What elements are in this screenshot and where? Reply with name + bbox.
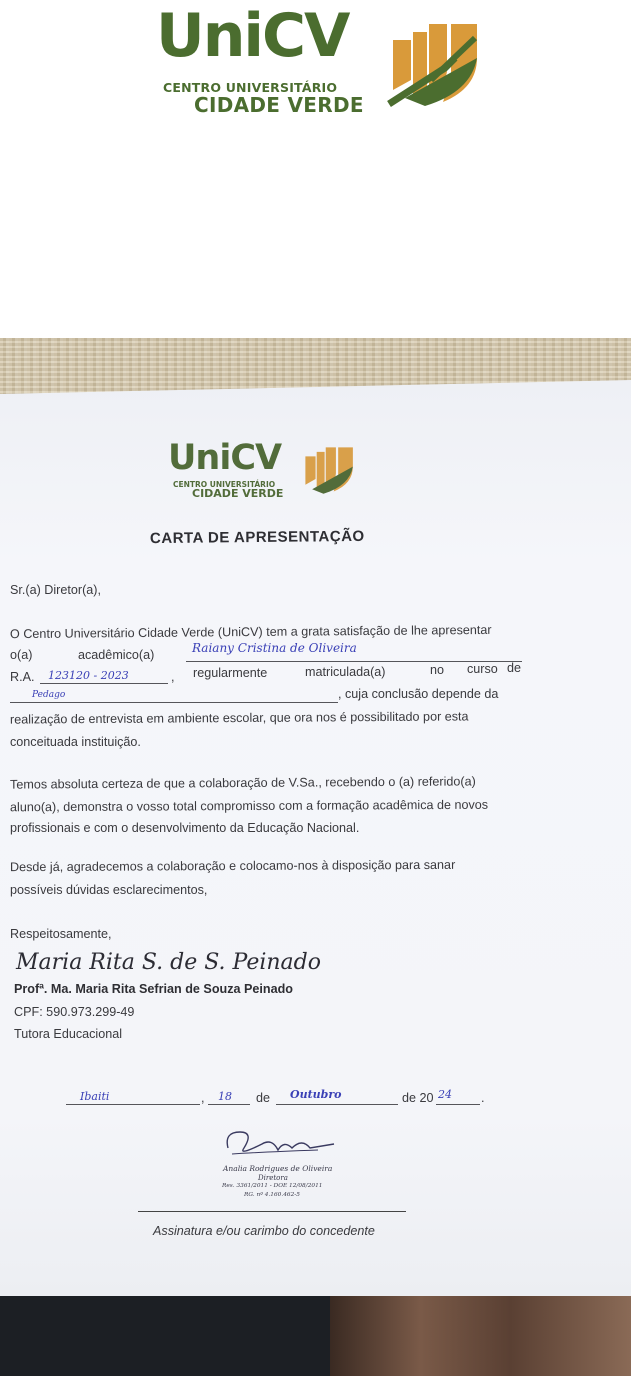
date-de-2: de 20 <box>402 1091 434 1105</box>
p1-line4-rest: , cuja conclusão depende da <box>338 687 499 701</box>
stamp-rg: RG. nº 4.160.462-5 <box>244 1192 300 1198</box>
p1-academico: acadêmico(a) <box>78 648 155 662</box>
letter-leaf-logo-icon <box>300 444 356 496</box>
stamp-role: Diretora <box>258 1174 288 1182</box>
logo-subtitle-1: CENTRO UNIVERSITÁRIO <box>163 80 338 95</box>
p1-curso: curso <box>467 662 498 676</box>
paper-sheet <box>0 380 631 1300</box>
leaf-logo-icon <box>385 18 481 110</box>
p1-line1: O Centro Universitário Cidade Verde (UniCV) tem a grata satisfação de lhe apresentar <box>9 622 492 642</box>
p1-no: no <box>430 663 445 677</box>
p1-matriculada: matriculada(a) <box>305 665 386 679</box>
hand-area <box>330 1296 631 1376</box>
letter-photo: UniCV CENTRO UNIVERSITÁRIO CIDADE VERDE CARTA DE APRESENTAÇÃO Sr.(a) Diretor(a), O Centro Universitário Cidade Verde (UniCV) tem a grata satisfação de lhe apresentar o(a) acadêmico(a) Raiany Cristina de Oliveira R.A. 123120 - 2023 , regularmente matriculada(a) no curso de Pedago , cuja conclusão depende da realização de entrevista em ambiente escolar, que ora nos é possibilitado por esta conceituada instituição. Temos absoluta certeza de que a colaboração de V.Sa., recebendo o (a) referido(a) aluno(a), demonstra o vosso total compromisso com a formação acadêmica de novos profissionais e com o desenvolvimento da Educação Nacional. Desde já, agradecemos a colaboração e colocamo-nos à disposição para sanar possíveis dúvidas esclarecimentos, Respeitosamente, Maria Rita S. de S. Peinado Profª. Ma. Maria Rita Sefrian de Souza Peinado CPF: 590.973.299-49 Tutora Educacional Ibaiti , 18 de Outubro de 20 24 . Analia Rodrigues de Oliveira Diretora Res. 3361/2011 - DOE 12/08/2011 RG. nº 4.160.462-5 Assinatura e/ou carimbo do concedente <box>0 338 631 1376</box>
signature-script: Maria Rita S. de S. Peinado <box>16 950 321 975</box>
p3-line2: possíveis dúvidas esclarecimentos, <box>10 883 208 897</box>
letter-logo-subtitle-1: CENTRO UNIVERSITÁRIO <box>173 480 276 489</box>
signer-cpf: CPF: 590.973.299-49 <box>14 1005 135 1019</box>
student-name-handwritten: Raiany Cristina de Oliveira <box>192 641 357 655</box>
salutation: Sr.(a) Diretor(a), <box>10 583 101 597</box>
logo-subtitle-2: CIDADE VERDE <box>194 93 364 117</box>
closing: Respeitosamente, <box>10 927 112 941</box>
letter-logo-wordmark: UniCV <box>168 438 282 478</box>
date-day-handwritten: 18 <box>218 1090 232 1103</box>
date-city-handwritten: Ibaiti <box>80 1090 110 1103</box>
p2-line1: Temos absoluta certeza de que a colaboração de V.Sa., recebendo o (a) referido(a) <box>9 774 476 792</box>
signature-line <box>138 1211 406 1212</box>
signature-caption: Assinatura e/ou carimbo do concedente <box>153 1224 375 1238</box>
stamp-name: Analia Rodrigues de Oliveira <box>223 1164 333 1173</box>
p1-line5: realização de entrevista em ambiente escolar, que ora nos é possibilitado por esta <box>9 709 469 727</box>
date-de-1: de <box>256 1091 271 1105</box>
signer-role: Tutora Educacional <box>14 1027 123 1041</box>
letter-title: CARTA DE APRESENTAÇÃO <box>149 527 365 548</box>
signer-name: Profª. Ma. Maria Rita Sefrian de Souza Peinado <box>14 982 293 996</box>
p1-regularmente: regularmente <box>193 666 268 680</box>
ra-value-handwritten: 123120 - 2023 <box>48 669 129 682</box>
stamp-registration: Res. 3361/2011 - DOE 12/08/2011 <box>222 1183 323 1189</box>
p1-line6: conceituada instituição. <box>10 735 141 749</box>
course-value-handwritten: Pedago <box>32 690 66 700</box>
letter-logo-subtitle-2: CIDADE VERDE <box>192 487 284 500</box>
date-month-handwritten: Outubro <box>290 1088 342 1101</box>
p1-ra-label: R.A. <box>10 670 35 684</box>
p2-line3: profissionais e com o desenvolvimento da Educação Nacional. <box>10 821 360 835</box>
date-year-handwritten: 24 <box>438 1088 452 1101</box>
logo-wordmark: UniCV <box>156 1 349 71</box>
p2-line2: aluno(a), demonstra o vosso total compromisso com a formação acadêmica de novos <box>9 797 489 815</box>
p3-line1: Desde já, agradecemos a colaboração e colocamo-nos à disposição para sanar <box>9 857 456 875</box>
p1-oa: o(a) <box>10 648 33 662</box>
p1-de: de <box>507 661 522 675</box>
director-signature-icon <box>222 1126 340 1162</box>
